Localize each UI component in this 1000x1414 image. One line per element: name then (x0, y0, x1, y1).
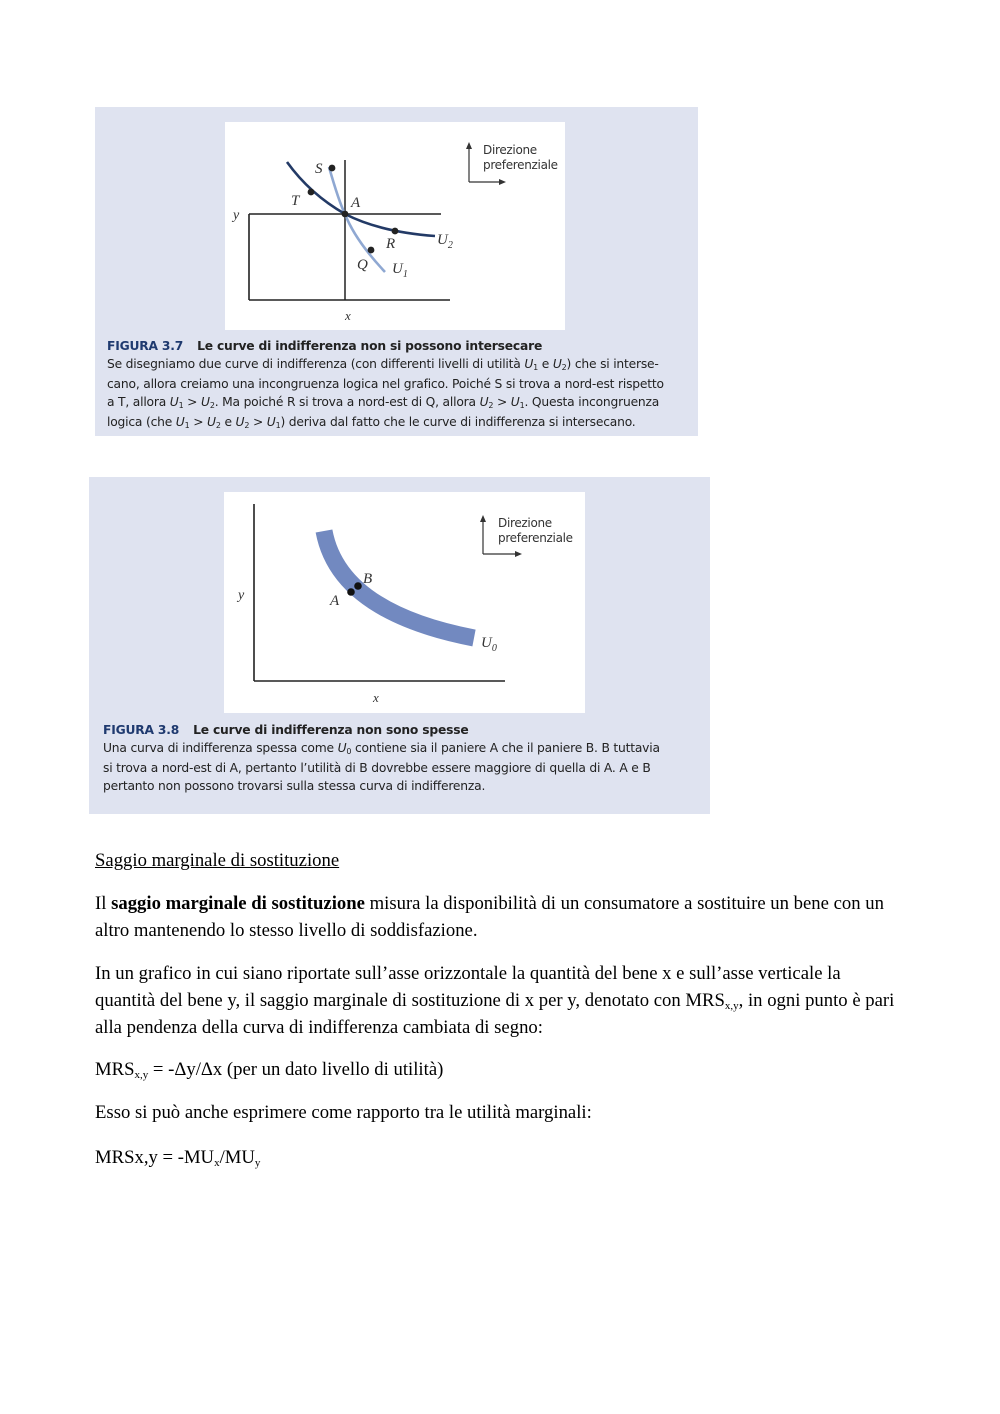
point-r (392, 228, 399, 235)
figure-3-8-caption (103, 722, 703, 795)
caption-text: e (220, 415, 236, 429)
formula-text: = -Δy/Δx (per un dato livello di utilità) (148, 1059, 444, 1080)
caption-sub: 1 (533, 362, 539, 372)
figure-3-8-plot (224, 492, 585, 713)
label-q: Q (357, 257, 368, 273)
caption-sub: 2 (561, 362, 567, 372)
legend-line-2: preferenziale (483, 158, 558, 172)
caption-var: U (524, 356, 534, 371)
legend-line-2: preferenziale (498, 531, 573, 545)
caption-sub: 2 (488, 400, 494, 410)
caption-sub: 1 (275, 421, 281, 430)
label-b: B (363, 571, 373, 587)
label-a: A (330, 593, 340, 609)
caption-text: > (183, 394, 201, 409)
point-a (342, 211, 349, 218)
label-u2-main: U (437, 232, 448, 248)
point-a (347, 588, 355, 596)
label-s: S (315, 161, 323, 177)
caption-title (103, 722, 703, 740)
caption-text: > (249, 415, 267, 429)
caption-text: e (538, 356, 553, 371)
caption-sub: 2 (215, 421, 221, 430)
figure-number: FIGURA 3.7 (107, 339, 184, 353)
caption-text: . Questa incongruenza (524, 394, 660, 409)
paragraph-subscript: x,y (724, 1000, 739, 1012)
formula-mrs-slope (95, 1056, 905, 1083)
figure-title: Le curve di indifferenza non sono spesse (193, 723, 469, 737)
figure-3-8 (89, 477, 710, 814)
paragraph-text: Il (95, 893, 112, 914)
caption-line: pertanto non possono trovarsi sulla stessa curva di indifferenza. (103, 778, 486, 793)
paragraph-graph (95, 960, 905, 1041)
caption-var: U (510, 394, 520, 409)
formula-text: /MU (219, 1147, 255, 1168)
legend-line-1: Direzione (483, 143, 537, 157)
formula-text: MRS (95, 1059, 135, 1080)
caption-var: U (175, 415, 185, 429)
caption-sub: 1 (184, 421, 190, 430)
paragraph-bold-term: saggio marginale di sostituzione (111, 893, 365, 914)
caption-text: ) che si interse- (566, 356, 659, 371)
caption-line (107, 414, 692, 435)
caption-var: U (207, 415, 216, 429)
point-b (354, 582, 362, 590)
figure-3-8-graph (224, 492, 585, 713)
point-q (368, 247, 375, 254)
caption-text: contiene sia il paniere A che il paniere B. B tuttavia (351, 740, 660, 755)
caption-line (103, 740, 703, 761)
caption-text: Una curva di indifferenza spessa come (103, 740, 338, 755)
caption-title (107, 338, 692, 356)
axis-label-y: y (233, 208, 240, 223)
paragraph-marginal-utilities: Esso si può anche esprimere come rapporto tra le utilità marginali: (95, 1102, 592, 1123)
caption-sub: 1 (178, 400, 184, 410)
label-u0-main: U (481, 635, 492, 651)
figure-title: Le curve di indifferenza non si possono intersecare (197, 339, 543, 353)
label-r: R (386, 236, 396, 252)
caption-line (107, 394, 692, 415)
caption-line: si trova a nord-est di A, pertanto l’utilità di B dovrebbe essere maggiore di quella di A. A e B (103, 761, 651, 775)
curve-u2 (287, 162, 435, 236)
label-t: T (291, 193, 300, 209)
caption-sub: 1 (519, 400, 525, 410)
caption-text: > (189, 415, 208, 429)
caption-var: U (266, 415, 276, 429)
caption-sub: 2 (244, 421, 250, 430)
axis-label-x: x (345, 308, 351, 323)
caption-text: ) deriva dal fatto che le curve di indifferenza si intersecano. (280, 415, 636, 429)
figure-number: FIGURA 3.8 (103, 723, 180, 737)
axis-label-x: x (373, 690, 379, 705)
label-u1 (392, 261, 408, 280)
figure-3-7-graph (225, 122, 565, 330)
section-heading (95, 847, 905, 874)
label-u1-main: U (392, 261, 403, 277)
formula-subscript: y (254, 1157, 261, 1169)
caption-sub: 2 (209, 400, 215, 410)
label-u0-sub: 0 (491, 643, 497, 654)
legend-line-1: Direzione (498, 516, 552, 530)
formula-subscript: x,y (134, 1069, 149, 1081)
label-u1-sub: 1 (402, 269, 408, 280)
caption-text: . Ma poiché R si trova a nord-est di Q, allora (214, 394, 480, 409)
point-t (308, 189, 315, 196)
paragraph-text: In un grafico in cui siano riportate sull’asse orizzontale la quantità del bene x e sull’asse verticale la quantità del bene y, il saggio marginale di sostituzione di x per y, denotato con MRS (95, 963, 841, 1011)
caption-line: cano, allora creiamo una incongruenza logica nel grafico. Poiché S si trova a nord-est rispetto (107, 377, 664, 391)
figure-3-7-plot (225, 122, 565, 330)
section-heading-text: Saggio marginale di sostituzione (95, 850, 340, 871)
caption-var: U (169, 394, 179, 409)
caption-sub: 0 (346, 746, 352, 756)
formula-subscript: x (214, 1157, 220, 1169)
axis-label-y: y (238, 588, 245, 603)
figure-3-7-caption (107, 338, 692, 435)
caption-var: U (235, 415, 245, 429)
point-s (329, 165, 336, 172)
caption-text: a T, allora (107, 394, 170, 409)
paragraph-definition (95, 890, 905, 944)
caption-var: U (337, 740, 347, 755)
caption-text: logica (che (107, 415, 176, 429)
paragraph-text: misura la disponibilità di un consumatore a sostituire un bene con un altro mantenendo lo stesso livello di soddisfazione. (95, 893, 884, 941)
figure-3-7 (95, 107, 698, 436)
caption-line (107, 356, 692, 377)
label-u0 (481, 635, 497, 654)
label-a: A (351, 195, 361, 211)
caption-var: U (552, 356, 562, 371)
paragraph-text: , in ogni punto è pari alla pendenza della curva di indifferenza cambiata di segno: (95, 990, 895, 1038)
caption-var: U (201, 394, 210, 409)
label-u2 (437, 232, 453, 251)
label-u2-sub: 2 (447, 240, 453, 251)
caption-text: > (493, 394, 511, 409)
formula-text: MRSx,y = -MU (95, 1147, 215, 1168)
thick-curve-u0 (324, 531, 474, 638)
caption-text: Se disegniamo due curve di indifferenza (con differenti livelli di utilità (107, 356, 525, 371)
formula-mrs-mu (95, 1144, 905, 1171)
caption-var: U (479, 394, 489, 409)
